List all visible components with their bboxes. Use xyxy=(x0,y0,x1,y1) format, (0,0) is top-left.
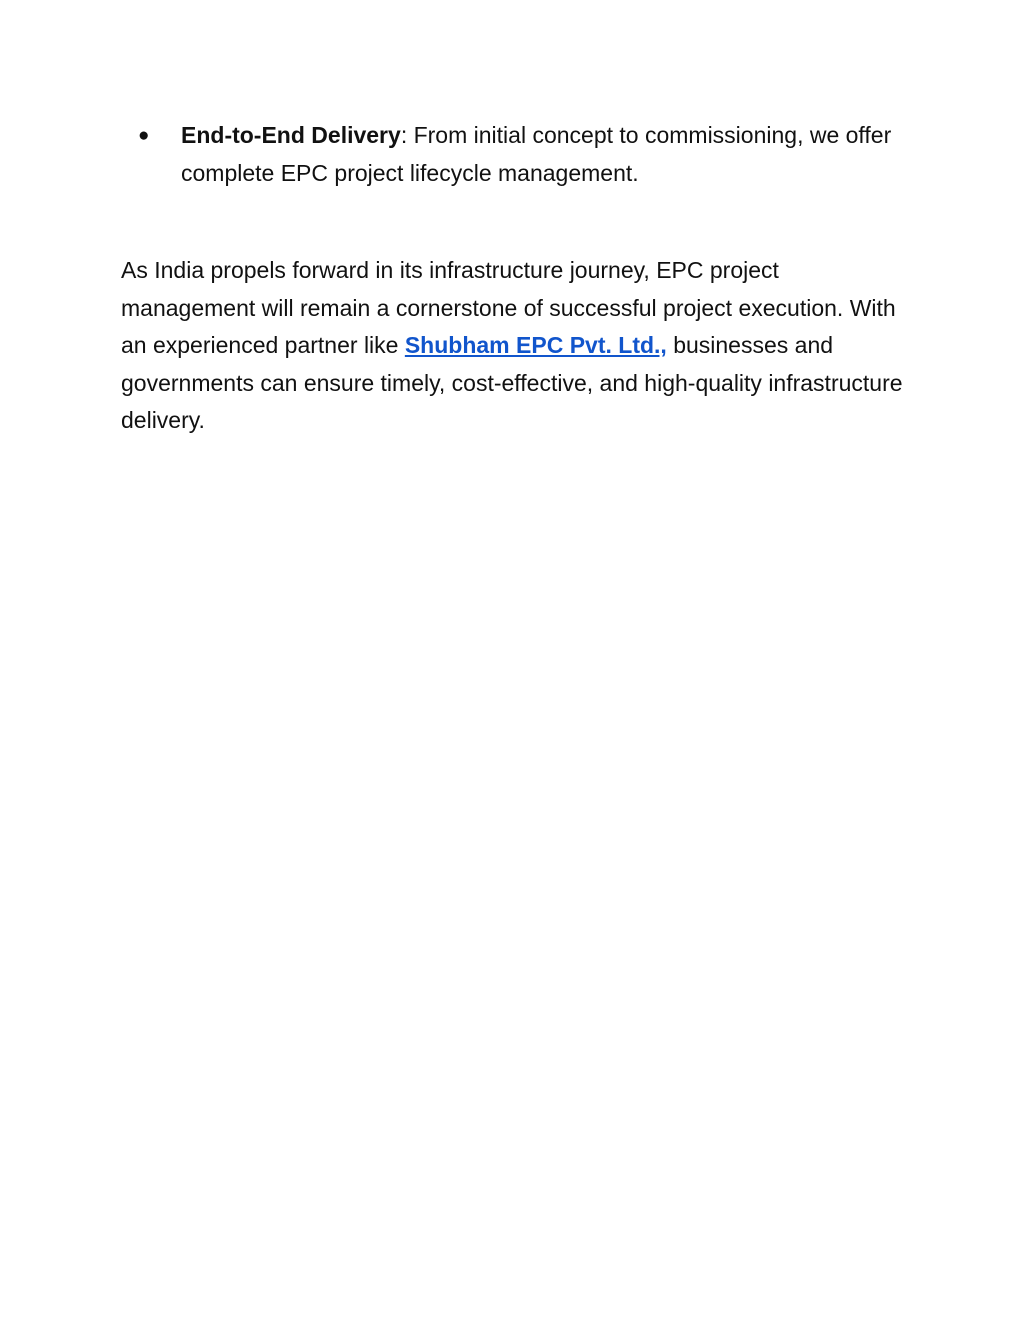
paragraph-text-after-link: businesses and governments can ensure timely, cost-effective, and high-quality infrastructure delivery. xyxy=(121,332,903,433)
bullet-list xyxy=(138,117,898,192)
paragraph-text-before-link: As India propels forward in its infrastructure journey, EPC project management will remain a cornerstone of successful project execution. With an experienced partner like xyxy=(121,257,896,358)
list-item xyxy=(138,117,898,192)
closing-paragraph xyxy=(121,252,906,440)
bullet-icon: ● xyxy=(138,125,150,146)
company-link[interactable]: Shubham EPC Pvt. Ltd., xyxy=(404,332,667,358)
bullet-text: : From initial concept to commissioning, we offer complete EPC project lifecycle management. xyxy=(181,122,892,186)
bullet-term: End-to-End Delivery xyxy=(181,122,401,148)
